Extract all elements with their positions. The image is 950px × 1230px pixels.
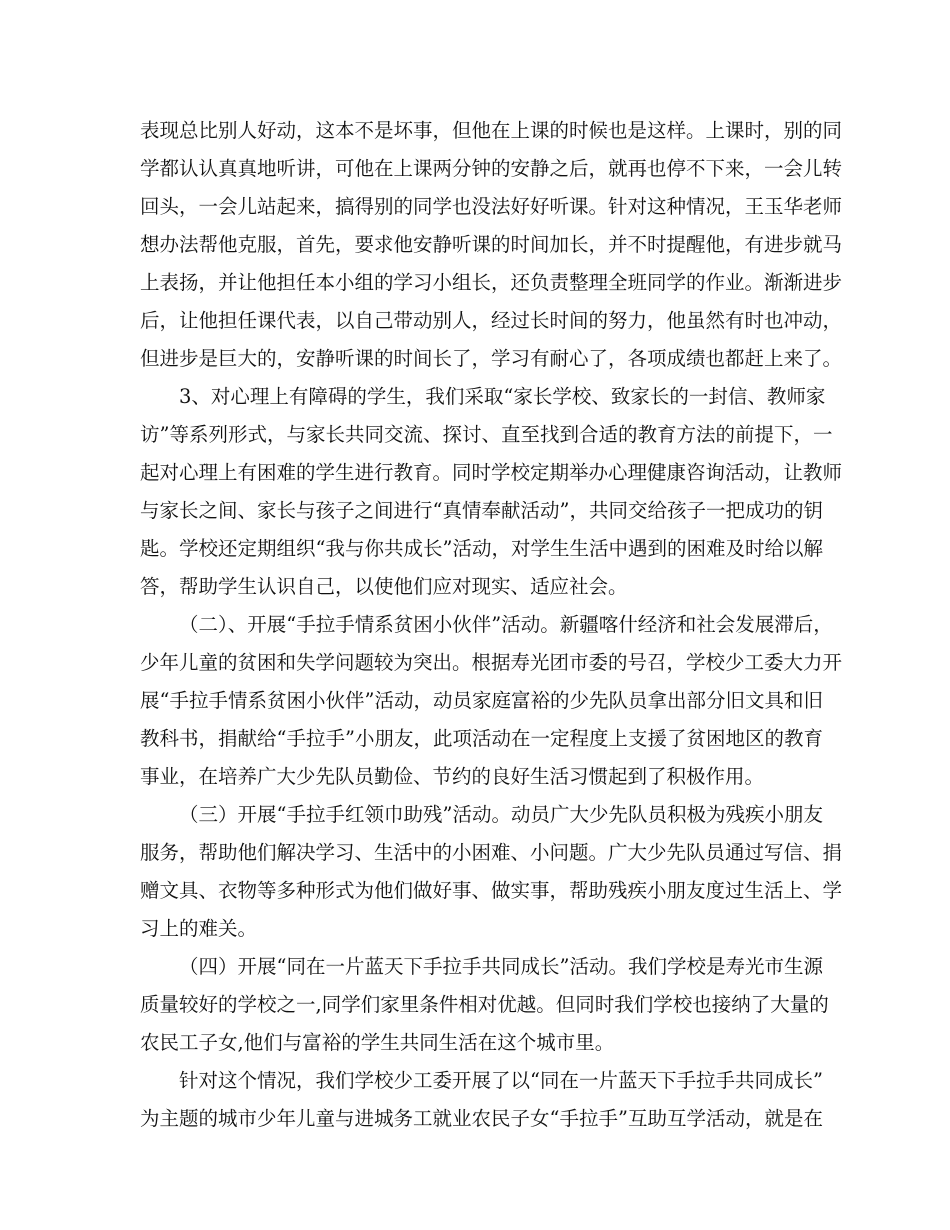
text-line: 事业，在培养广大少先队员勤俭、节约的良好生活习惯起到了积极作用。	[140, 765, 765, 788]
text-line: 访”等系列形式，与家长共同交流、探讨、直至找到合适的教育方法的前提下，一	[140, 423, 833, 446]
text-line: 回头，一会儿站起来，搞得别的同学也没法好好听课。针对这种情况，王玉华老师	[140, 195, 843, 218]
text-line: 起对心理上有困难的学生进行教育。同时学校定期举办心理健康咨询活动，让教师	[140, 461, 843, 484]
text-line: 针对这个情况，我们学校少工委开展了以“同在一片蓝天下手拉手共同成长”	[179, 1069, 823, 1092]
text-line: 匙。学校还定期组织“我与你共成长”活动，对学生生活中遇到的困难及时给以解	[140, 537, 823, 560]
text-line: 教科书，捐献给“手拉手”小朋友，此项活动在一定程度上支援了贫困地区的教育	[140, 727, 823, 750]
text-line: 答，帮助学生认识自己，以使他们应对现实、适应社会。	[140, 575, 628, 598]
text-line: 表现总比别人好动，这本不是坏事，但他在上课的时候也是这样。上课时，别的同	[140, 119, 843, 142]
text-line: 3、对心理上有障碍的学生，我们采取“家长学校、致家长的一封信、教师家	[179, 385, 826, 408]
text-line: 后，让他担任课代表，以自己带动别人，经过长时间的努力，他虽然有时也冲动，	[140, 309, 843, 332]
paragraph-2	[140, 378, 843, 606]
text-line: 赠文具、衣物等多种形式为他们做好事、做实事，帮助残疾小朋友度过生活上、学	[140, 879, 843, 902]
text-line: 展“手拉手情系贫困小伙伴”活动，动员家庭富裕的少先队员拿出部分旧文具和旧	[140, 689, 823, 712]
text-line: 但进步是巨大的，安静听课的时间长了，学习有耐心了，各项成绩也都赶上来了。	[140, 347, 843, 370]
text-line: 质量较好的学校之一,同学们家里条件相对优越。但同时我们学校也接纳了大量的	[140, 993, 829, 1016]
text-line: 习上的难关。	[140, 917, 258, 940]
text-line: 少年儿童的贫困和失学问题较为突出。根据寿光团市委的号召，学校少工委大力开	[140, 651, 843, 674]
text-line: 农民工子女,他们与富裕的学生共同生活在这个城市里。	[140, 1031, 615, 1054]
paragraph-5	[140, 948, 829, 1062]
paragraph-1	[140, 112, 843, 378]
paragraph-4	[140, 796, 843, 948]
text-line: 与家长之间、家长与孩子之间进行“真情奉献活动”，共同交给孩子一把成功的钥	[140, 499, 823, 522]
text-line: 服务，帮助他们解决学习、生活中的小困难、小问题。广大少先队员通过写信、捐	[140, 841, 843, 864]
text-line: 上表扬，并让他担任本小组的学习小组长，还负责整理全班同学的作业。渐渐进步	[140, 271, 843, 294]
text-line: （四）开展“同在一片蓝天下手拉手共同成长”活动。我们学校是寿光市生源	[179, 955, 823, 978]
text-line: 想办法帮他克服，首先，要求他安静听课的时间加长，并不时提醒他，有进步就马	[140, 233, 843, 256]
paragraph-3	[140, 606, 843, 796]
text-line: （三）开展“手拉手红领巾助残”活动。动员广大少先队员积极为残疾小朋友	[179, 803, 823, 826]
paragraph-6	[140, 1062, 822, 1138]
text-line: （二）、开展“手拉手情系贫困小伙伴”活动。新疆喀什经济和社会发展滞后，	[179, 613, 833, 636]
text-line: 为主题的城市少年儿童与进城务工就业农民子女“手拉手”互助互学活动，就是在	[140, 1107, 823, 1130]
text-line: 学都认认真真地听讲，可他在上课两分钟的安静之后，就再也停不下来，一会儿转	[140, 157, 843, 180]
